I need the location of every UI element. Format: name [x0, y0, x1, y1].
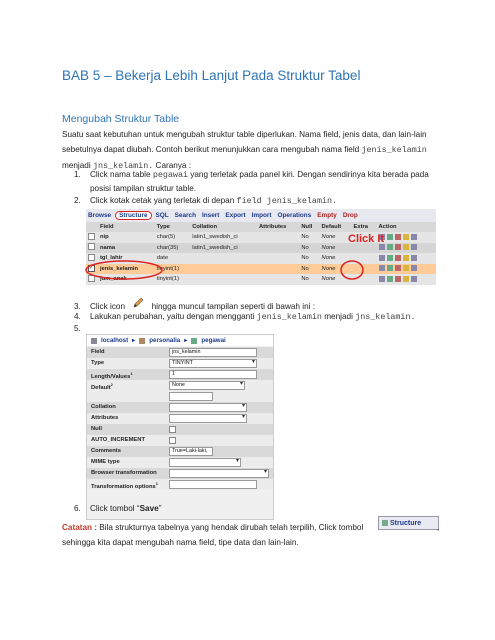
chevron-right-icon: ▸	[184, 337, 188, 344]
length-label-text: Length/Values	[91, 373, 131, 380]
note-text: Bila strukturnya tabelnya yang hendak dirubah telah terpilih, Click tombol	[97, 523, 364, 532]
step-1	[74, 168, 444, 195]
default-cell: None	[320, 264, 352, 275]
code-jenis-kelamin: jenis_kelamin	[256, 312, 322, 322]
comments-label: Comments	[91, 448, 121, 454]
tab-import[interactable]: Import	[251, 212, 272, 219]
type-cell: tinyint(1)	[155, 264, 190, 275]
chevron-right-icon: ▸	[132, 337, 136, 344]
step-number: 4.	[74, 312, 81, 321]
edit-field-panel	[86, 334, 274, 520]
highlight-circle-edit-icon	[339, 259, 365, 281]
tab-structure[interactable]: Structure	[115, 211, 151, 220]
structure-button-label: Structure	[390, 519, 422, 527]
step-2	[74, 194, 337, 208]
field-cell: tgl_lahir	[98, 253, 155, 264]
column-header: Null	[299, 222, 319, 232]
row-checkbox[interactable]	[88, 233, 95, 240]
action-cell	[377, 264, 437, 275]
breadcrumb-database[interactable]: personalia	[149, 337, 181, 344]
column-header: Collation	[190, 222, 257, 232]
collation-cell: latin1_swedish_ci	[190, 232, 257, 243]
form-row-collation	[87, 402, 273, 413]
edit-icon[interactable]	[387, 244, 393, 250]
transform-label-text: Transformation options	[91, 483, 156, 490]
form-row-default	[87, 380, 273, 391]
default-cell: None	[320, 274, 352, 285]
tab-export[interactable]: Export	[225, 212, 246, 219]
code-field: field jenis_kelamin.	[236, 196, 338, 206]
drop-icon[interactable]	[395, 276, 401, 282]
intro-line-1: Suatu saat kebutuhan untuk mengubah struktur table diperlukan. Nama field, jenis data, dan lain-lain	[62, 130, 427, 139]
form-row-default-value	[87, 391, 273, 402]
row-checkbox[interactable]	[88, 243, 95, 250]
primary-key-icon[interactable]	[403, 244, 409, 250]
default-label-text: Default	[91, 384, 111, 391]
form-row-auto-increment	[87, 435, 273, 446]
type-cell: char(35)	[155, 243, 190, 254]
intro-paragraph	[62, 127, 442, 174]
null-cell: No	[299, 243, 319, 254]
drop-icon[interactable]	[395, 265, 401, 271]
intro-line-2	[62, 142, 442, 158]
action-cell	[377, 243, 437, 254]
step-4	[74, 310, 416, 324]
type-cell: tinyint(1)	[155, 274, 190, 285]
tab-search[interactable]: Search	[174, 212, 196, 219]
type-cell: date	[155, 253, 190, 264]
code-pegawai: pegawai	[152, 170, 188, 180]
code-jenis-kelamin: jenis_kelamin	[361, 145, 427, 155]
step-text: ”	[158, 504, 162, 513]
attributes-cell	[257, 264, 299, 275]
index-icon[interactable]	[411, 265, 417, 271]
default-label	[91, 382, 113, 391]
footnote-marker: 1	[130, 371, 133, 376]
footnote-marker: 2	[110, 382, 113, 387]
table-header-row	[86, 222, 436, 232]
intro-text: sebetulnya dapat diubah. Contoh berikut menunjukkan cara mengubah nama field	[62, 145, 362, 154]
drop-icon[interactable]	[395, 234, 401, 240]
step-text: posisi tampilan struktur table.	[90, 184, 197, 193]
collation-cell	[190, 253, 257, 264]
mime-label: MIME type	[91, 459, 120, 465]
attributes-select[interactable]	[169, 414, 247, 423]
table-icon	[191, 338, 197, 344]
default-cell: None	[320, 253, 352, 264]
transformation-options-label	[91, 481, 158, 490]
browser-transformation-label: Browser transformation	[91, 470, 157, 476]
action-cell	[377, 274, 437, 285]
form-row-null	[87, 424, 273, 435]
column-header: Action	[377, 222, 437, 232]
index-icon[interactable]	[411, 244, 417, 250]
null-cell: No	[299, 253, 319, 264]
step-number: 5.	[74, 324, 81, 333]
step-text: yang terletak pada panel kiri. Dengan sendirinya kita berada pada	[188, 170, 429, 179]
form-row-field	[87, 347, 273, 358]
default-cell: None	[320, 243, 352, 254]
intro-text: menjadi	[62, 161, 93, 170]
null-label: Null	[91, 426, 102, 432]
index-icon[interactable]	[411, 276, 417, 282]
index-icon[interactable]	[411, 234, 417, 240]
collation-select[interactable]	[169, 403, 247, 412]
type-select[interactable]: TINYINT ▾	[169, 359, 257, 368]
tab-browse[interactable]: Browse	[88, 212, 112, 219]
comments-input[interactable]: True=Laki-laki,	[169, 447, 213, 456]
highlight-circle-row	[84, 258, 164, 282]
column-header: Extra	[352, 222, 377, 232]
note-comma: ,	[437, 523, 440, 532]
default-select[interactable]: None ▾	[169, 381, 245, 390]
action-cell	[377, 232, 437, 243]
database-icon	[139, 338, 145, 344]
form-row-type	[87, 358, 273, 369]
breadcrumb-table[interactable]: pegawai	[201, 337, 226, 344]
collation-cell: latin1_swedish_ci	[190, 243, 257, 254]
step-text: Lakukan perubahan, yaitu dengan mengganti	[90, 312, 257, 321]
auto-increment-label: AUTO_INCREMENT	[91, 437, 146, 443]
note-label: Catatan :	[62, 523, 98, 532]
intro-text: Caranya :	[153, 161, 192, 170]
edit-icon[interactable]	[387, 276, 393, 282]
browse-icon[interactable]	[379, 255, 385, 261]
page-title: BAB 5 – Bekerja Lebih Lanjut Pada Struktur Tabel	[62, 68, 361, 83]
browse-icon[interactable]	[379, 265, 385, 271]
tab-empty[interactable]: Empty	[317, 212, 337, 219]
browse-icon[interactable]	[379, 276, 385, 282]
null-cell: No	[299, 274, 319, 285]
click-it-callout: Click It	[348, 233, 385, 245]
attributes-label: Attributes	[91, 415, 119, 421]
attributes-cell	[257, 243, 299, 254]
type-cell: char(5)	[155, 232, 190, 243]
null-cell: No	[299, 264, 319, 275]
action-cell	[377, 253, 437, 264]
drop-icon[interactable]	[395, 244, 401, 250]
code-jns-kelamin: jns_kelamin.	[355, 312, 416, 322]
edit-icon[interactable]	[387, 234, 393, 240]
step-text: menjadi	[321, 312, 356, 321]
save-keyword: Save	[139, 504, 159, 513]
default-cell: None	[320, 232, 352, 243]
column-header: Attributes	[257, 222, 299, 232]
form-row-mime	[87, 457, 273, 468]
form-row-browser	[87, 468, 273, 479]
tab-drop[interactable]: Drop	[342, 212, 358, 219]
browse-icon[interactable]	[379, 244, 385, 250]
length-input[interactable]: 1	[169, 370, 257, 379]
tab-sql[interactable]: SQL	[155, 212, 169, 219]
attributes-cell	[257, 253, 299, 264]
column-header: Default	[320, 222, 352, 232]
structure-icon	[382, 520, 388, 526]
column-header: Field	[98, 222, 155, 232]
form-row-length	[87, 369, 273, 380]
length-label	[91, 371, 133, 380]
auto-increment-checkbox[interactable]	[169, 437, 176, 444]
mime-select[interactable]	[169, 458, 241, 467]
field-cell: jenis_kelamin	[98, 264, 155, 275]
step-text: Click tombol “	[90, 504, 140, 513]
field-label: Field	[91, 349, 105, 355]
primary-key-icon[interactable]	[403, 234, 409, 240]
note-line-2: sehingga kita dapat mengubah nama field, tipe data dan lain-lain.	[62, 538, 299, 547]
section-heading: Mengubah Struktur Table	[62, 113, 180, 125]
checkbox-header	[86, 222, 98, 232]
drop-icon[interactable]	[395, 255, 401, 261]
edit-icon[interactable]	[387, 255, 393, 261]
row-checkbox-checked[interactable]: ✓	[89, 265, 94, 272]
collation-label: Collation	[91, 404, 116, 410]
column-header: Type	[155, 222, 190, 232]
pma-toolbar	[86, 209, 436, 223]
collation-cell	[190, 274, 257, 285]
step-number: 2.	[74, 196, 81, 205]
attributes-cell	[257, 274, 299, 285]
step-number: 1.	[74, 170, 81, 179]
server-icon	[91, 338, 97, 344]
attributes-cell	[257, 232, 299, 243]
step-text: hingga muncul tampilan seperti di bawah ini :	[151, 302, 315, 311]
browser-transformation-select[interactable]	[169, 469, 269, 478]
form-row-comments	[87, 446, 273, 457]
null-cell: No	[299, 232, 319, 243]
step-text: Click icon	[90, 302, 126, 311]
field-cell: nama	[98, 243, 155, 254]
type-label: Type	[91, 360, 105, 366]
step-6	[74, 502, 161, 515]
edit-icon[interactable]	[387, 265, 393, 271]
tab-operations[interactable]: Operations	[277, 212, 312, 219]
default-value-input[interactable]	[169, 392, 213, 401]
field-cell: jum_anak	[98, 274, 155, 285]
step-text: Click nama table	[90, 170, 153, 179]
null-checkbox[interactable]	[169, 426, 176, 433]
breadcrumb	[87, 335, 273, 346]
code-jns-kelamin: jns_kelamin.	[92, 161, 154, 171]
form-row-transform-options	[87, 479, 273, 490]
step-number: 3.	[74, 302, 81, 311]
field-cell: nip	[98, 232, 155, 243]
primary-key-icon[interactable]	[403, 265, 409, 271]
field-name-input[interactable]: jns_kelamin	[169, 348, 257, 357]
tab-insert[interactable]: Insert	[201, 212, 220, 219]
collation-cell	[190, 264, 257, 275]
step-number: 6.	[74, 504, 81, 513]
transformation-options-input[interactable]	[169, 480, 257, 489]
breadcrumb-server[interactable]: localhost	[101, 337, 129, 344]
footnote-marker: 1	[155, 481, 158, 486]
primary-key-icon[interactable]	[403, 255, 409, 261]
step-text: Click kotak cetak yang terletak di depan	[90, 196, 237, 205]
form-row-attributes	[87, 413, 273, 424]
structure-button[interactable]	[378, 516, 439, 530]
index-icon[interactable]	[411, 255, 417, 261]
primary-key-icon[interactable]	[403, 276, 409, 282]
